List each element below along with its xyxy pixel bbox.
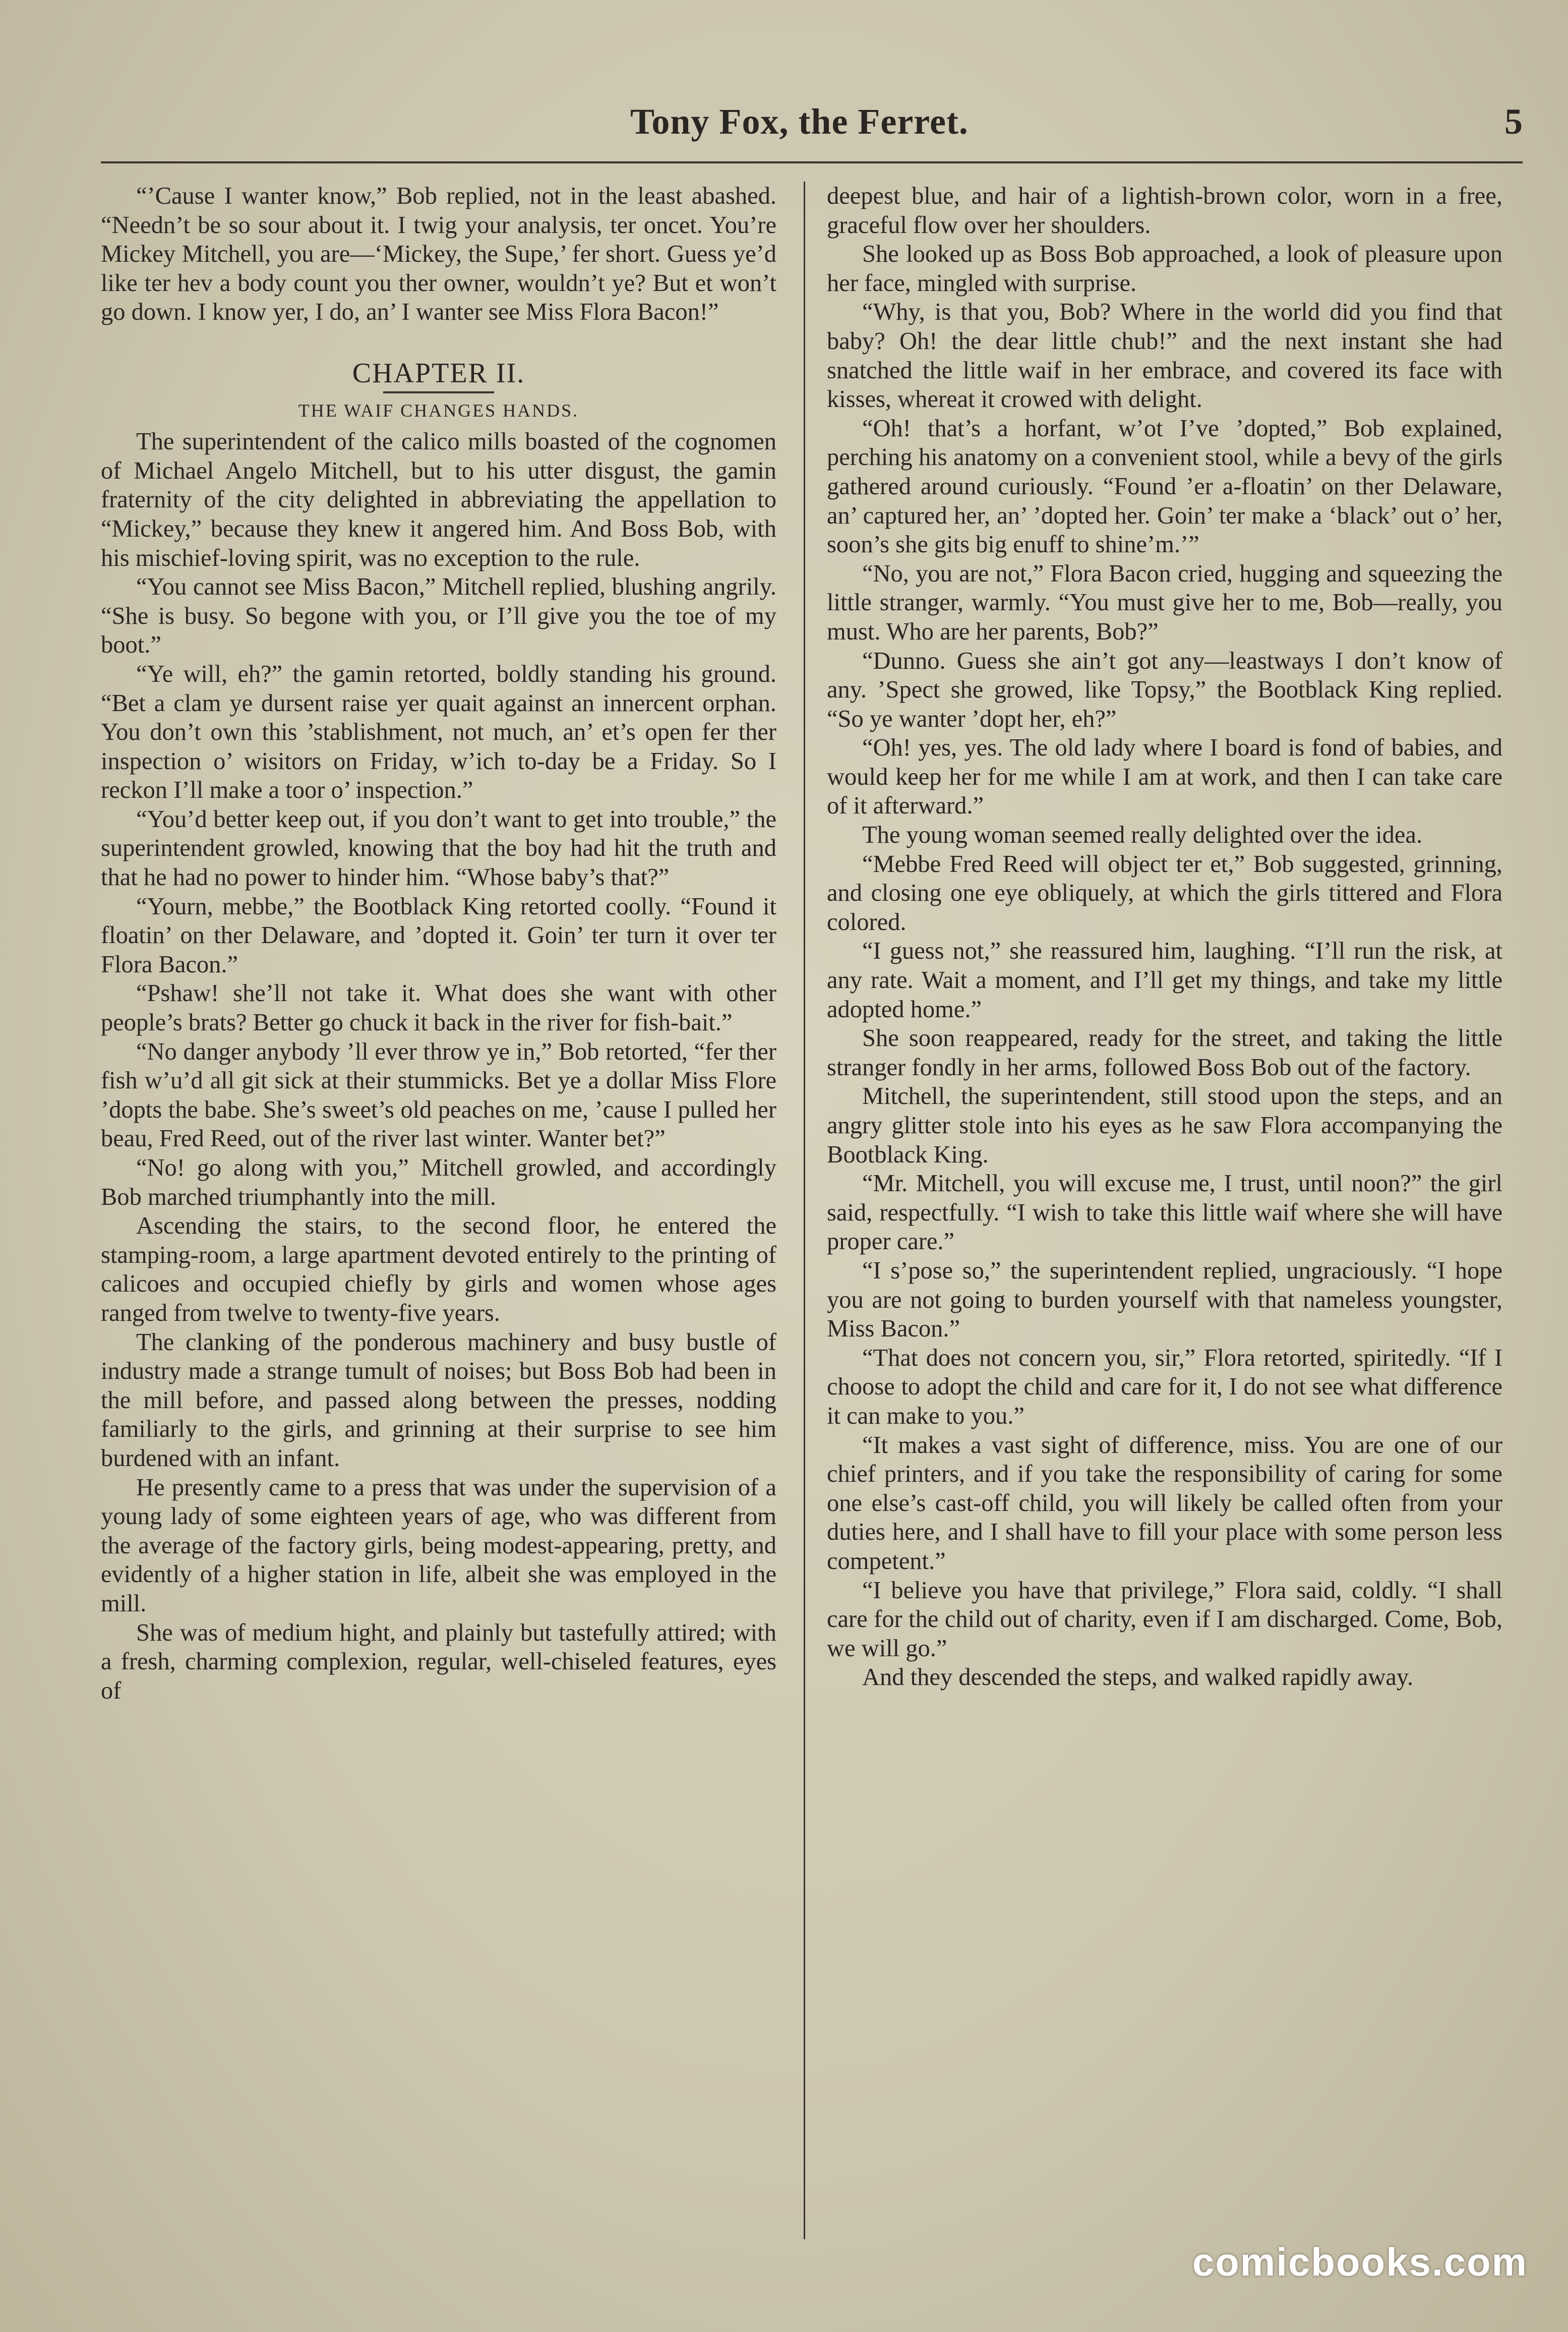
paragraph: “Why, is that you, Bob? Where in the world did you find that baby? Oh! the dear little chub!” and the next instant she had snatched the little waif in her embrace, and covered its face with kisses, whereat it crowed with delight. — [827, 299, 1502, 413]
paragraph: “I guess not,” she reassured him, laughing. “I’ll run the risk, at any rate. Wait a moment, and I’ll get my things, and take my little adopted home.” — [827, 938, 1502, 1023]
paragraph: “You’d better keep out, if you don’t want to get into trouble,” the superintendent growled, knowing that the boy had hit the truth and that he had no power to hinder him. “Whose baby’s that?” — [101, 805, 776, 891]
paragraph-continuation: deepest blue, and hair of a lightish-brown color, worn in a free, graceful flow over her shoulders. — [827, 183, 1502, 239]
site-watermark: comicbooks.com — [1192, 2240, 1528, 2284]
paragraph: “No! go along with you,” Mitchell growled, and accordingly Bob marched triumphantly into the mill. — [101, 1154, 776, 1210]
paragraph: The superintendent of the calico mills boasted of the cognomen of Michael Angelo Mitchell, but to his utter disgust, the gamin fraternity of the city delighted in abbreviating the appellation to “Mickey,” because they knew it angered him. And Boss Bob, with his mischief-loving spirit, was no exception to the rule. — [101, 428, 776, 571]
paragraph: The young woman seemed really delighted over the idea. — [862, 822, 1423, 849]
page-header — [101, 91, 1523, 163]
chapter-subtitle: THE WAIF CHANGES HANDS. — [298, 400, 579, 421]
paragraph: Ascending the stairs, to the second floor, he entered the stamping-room, a large apartment devoted entirely to the printing of calicoes and occupied chiefly by girls and women whose ages ranged from twelve to twenty-five years. — [101, 1212, 776, 1326]
paragraph: “Mebbe Fred Reed will object ter et,” Bob suggested, grinning, and closing one eye obliquely, at which the girls tittered and Flora colored. — [827, 850, 1502, 936]
paragraph: He presently came to a press that was under the supervision of a young lady of some eighteen years of age, who was different from the average of the factory girls, being modest-appearing, pretty, and evidently of a higher station in life, albeit she was employed in the mill. — [101, 1474, 776, 1617]
paragraph: She looked up as Boss Bob approached, a look of pleasure upon her face, mingled with surprise. — [827, 241, 1502, 297]
paragraph: “Ye will, eh?” the gamin retorted, boldly standing his ground. “Bet a clam ye dursent raise yer quait against an innercent orphan. You don’t own this ’stablishment, not much, an’ et’s open fer ther inspection o’ wisitors on Friday, w’ich to-day be a Friday. So I reckon I’ll make a toor o’ inspection.” — [101, 660, 776, 804]
paragraph: “I believe you have that privilege,” Flora said, coldly. “I shall care for the child out of charity, even if I am discharged. Come, Bob, we will go.” — [827, 1577, 1502, 1662]
paragraph: “No, you are not,” Flora Bacon cried, hugging and squeezing the little stranger, warmly. “You must give her to me, Bob—really, you must. Who are her parents, Bob?” — [827, 560, 1502, 645]
paragraph: “That does not concern you, sir,” Flora retorted, spiritedly. “If I choose to adopt the child and care for it, I do not see what difference it can make to you.” — [827, 1344, 1502, 1429]
column-divider — [804, 182, 805, 2239]
paragraph: She soon reappeared, ready for the street, and taking the little stranger fondly in her arms, followed Boss Bob out of the factory. — [827, 1025, 1502, 1081]
paragraph: “Oh! yes, yes. The old lady where I board is fond of babies, and would keep her for me while I am at work, and then I can take care of it afterward.” — [827, 734, 1502, 820]
running-title: Tony Fox, the Ferret. — [630, 101, 969, 142]
paragraph: “Oh! that’s a horfant, w’ot I’ve ’dopted,” Bob explained, perching his anatomy on a convenient stool, while a bevy of the girls gathered around curiously. “Found ’er a-floatin’ on ther Delaware, an’ captured her, an’ ’dopted her. Goin’ ter make a ‘black’ out o’ her, soon’s she gits big enuff to shine’m.’” — [827, 415, 1502, 558]
chapter-title: CHAPTER II. — [352, 357, 525, 389]
left-column — [101, 182, 776, 2239]
paragraph: “’Cause I wanter know,” Bob replied, not in the least abashed. “Needn’t be so sour about it. I twig your analysis, ter oncet. You’re Mickey Mitchell, you are—‘Mickey, the Supe,’ fer short. Guess ye’d like ter hev a body count you ther owner, wouldn’t ye? But et won’t go down. I know yer, I do, an’ I wanter see Miss Flora Bacon!” — [101, 183, 776, 326]
right-column — [827, 182, 1502, 2239]
paragraph: “You cannot see Miss Bacon,” Mitchell replied, blushing angrily. “She is busy. So begone with you, or I’ll give you the toe of my boot.” — [101, 573, 776, 659]
paragraph: “Yourn, mebbe,” the Bootblack King retorted coolly. “Found it floatin’ on ther Delaware, and ’dopted it. Goin’ ter turn it over ter Flora Bacon.” — [101, 893, 776, 978]
paragraph: “Pshaw! she’ll not take it. What does she want with other people’s brats? Better go chuck it back in the river for fish-bait.” — [101, 980, 776, 1036]
paragraph: She was of medium hight, and plainly but tastefully attired; with a fresh, charming complexion, regular, well-chiseled features, eyes of — [101, 1619, 776, 1704]
paragraph: And they descended the steps, and walked rapidly away. — [862, 1664, 1414, 1691]
paragraph: “Dunno. Guess she ain’t got any—leastways I don’t know of any. ’Spect she growed, like Topsy,” the Bootblack King replied. “So ye wanter ’dopt her, eh?” — [827, 647, 1502, 732]
paragraph: The clanking of the ponderous machinery and busy bustle of industry made a strange tumult of noises; but Boss Bob had been in the mill before, and passed along between the presses, nodding familiarly to the girls, and grinning at their surprise to see him burdened with an infant. — [101, 1328, 776, 1472]
paragraph: Mitchell, the superintendent, still stood upon the steps, and an angry glitter stole into his eyes as he saw Flora accompanying the Bootblack King. — [827, 1083, 1502, 1168]
paragraph: “No danger anybody ’ll ever throw ye in,” Bob retorted, “fer ther fish w’u’d all git sick at their stummicks. Bet ye a dollar Miss Flore ’dopts the babe. She’s sweet’s old peaches on me, ’cause I pulled her beau, Fred Reed, out of the river last winter. Wanter bet?” — [101, 1038, 776, 1152]
paragraph: “It makes a vast sight of difference, miss. You are one of our chief printers, and if you take the responsibility of caring for some one else’s cast-off child, you will likely be called often from your duties here, and I shall have to fill your place with some person less competent.” — [827, 1431, 1502, 1575]
paragraph: “Mr. Mitchell, you will excuse me, I trust, until noon?” the girl said, respectfully. “I wish to take this little waif where she will have proper care.” — [827, 1170, 1502, 1255]
page-number: 5 — [1504, 101, 1523, 142]
paragraph: “I s’pose so,” the superintendent replied, ungraciously. “I hope you are not going to burden yourself with that nameless youngster, Miss Bacon.” — [827, 1257, 1502, 1343]
chapter-rule — [383, 391, 494, 393]
